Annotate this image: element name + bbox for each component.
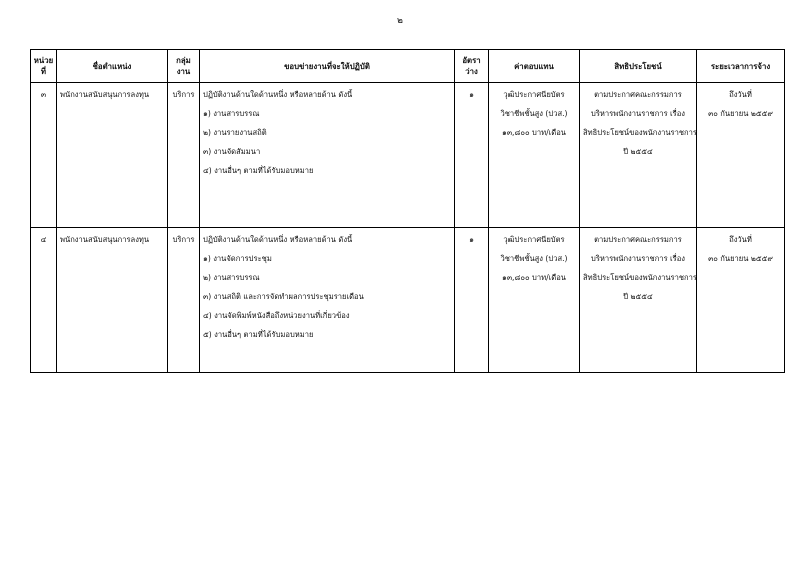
benefits-line: บริหารพนักงานราชการ เรื่อง	[591, 254, 685, 263]
cell-benefits	[580, 83, 697, 228]
scope-item: ๑) งานจัดการประชุม	[203, 254, 272, 263]
scope-item: ๔) งานอื่นๆ ตามที่ได้รับมอบหมาย	[203, 166, 314, 175]
header-benefits: สิทธิประโยชน์	[580, 50, 697, 83]
duration-line: ๓๐ กันยายน ๒๕๕๙	[708, 109, 773, 118]
header-vacancies: อัตรา ว่าง	[455, 50, 489, 83]
scope-item: ๔) งานจัดพิมพ์หนังสือถึงหน่วยงานที่เกี่ยวข้อง	[203, 311, 350, 320]
salary-line: วิชาชีพชั้นสูง (ปวส.)	[500, 109, 568, 118]
benefits-line: สิทธิประโยชน์ของพนักงานราชการ	[583, 273, 697, 282]
duration-line: ถึงวันที่	[729, 235, 752, 244]
salary-line: วุฒิประกาศนียบัตร	[503, 90, 565, 99]
cell-vacancies: ๑	[455, 228, 489, 373]
table-header-row	[31, 50, 785, 83]
cell-salary	[489, 83, 580, 228]
benefits-line: บริหารพนักงานราชการ เรื่อง	[591, 109, 685, 118]
benefits-line: ตามประกาศคณะกรรมการ	[594, 235, 682, 244]
job-vacancy-table	[30, 49, 785, 373]
scope-intro: ปฏิบัติงานด้านใดด้านหนึ่ง หรือหลายด้าน ดังนี้	[203, 235, 353, 244]
page-number: ๒	[397, 16, 403, 26]
cell-position: พนักงานสนับสนุนการลงทุน	[57, 83, 168, 228]
cell-unit: ๓	[31, 83, 57, 228]
header-unit: หน่วย ที่	[31, 50, 57, 83]
salary-line: วุฒิประกาศนียบัตร	[503, 235, 565, 244]
cell-scope	[200, 228, 455, 373]
scope-item: ๒) งานสารบรรณ	[203, 273, 260, 282]
table-row	[31, 83, 785, 228]
scope-item: ๒) งานรายงานสถิติ	[203, 128, 267, 137]
cell-duration	[697, 83, 785, 228]
cell-benefits	[580, 228, 697, 373]
scope-item: ๑) งานสารบรรณ	[203, 109, 260, 118]
table-row	[31, 228, 785, 373]
benefits-line: ปี ๒๕๕๔	[623, 292, 653, 301]
scope-intro: ปฏิบัติงานด้านใดด้านหนึ่ง หรือหลายด้าน ดังนี้	[203, 90, 353, 99]
duration-line: ถึงวันที่	[729, 90, 752, 99]
cell-position: พนักงานสนับสนุนการลงทุน	[57, 228, 168, 373]
salary-line: วิชาชีพชั้นสูง (ปวส.)	[500, 254, 568, 263]
cell-unit: ๔	[31, 228, 57, 373]
header-group: กลุ่มงาน	[168, 50, 200, 83]
scope-item: ๓) งานสถิติ และการจัดทำผลการประชุมรายเดือน	[203, 292, 364, 301]
benefits-line: ปี ๒๕๕๔	[623, 147, 653, 156]
cell-duration	[697, 228, 785, 373]
header-scope: ขอบข่ายงานที่จะให้ปฏิบัติ	[200, 50, 455, 83]
duration-line: ๓๐ กันยายน ๒๕๕๙	[708, 254, 773, 263]
salary-line: ๑๓,๘๐๐ บาท/เดือน	[502, 128, 566, 137]
scope-item: ๓) งานจัดสัมมนา	[203, 147, 261, 156]
cell-salary	[489, 228, 580, 373]
cell-vacancies: ๑	[455, 83, 489, 228]
cell-scope	[200, 83, 455, 228]
cell-group: บริการ	[168, 228, 200, 373]
benefits-line: ตามประกาศคณะกรรมการ	[594, 90, 682, 99]
salary-line: ๑๓,๘๐๐ บาท/เดือน	[502, 273, 566, 282]
benefits-line: สิทธิประโยชน์ของพนักงานราชการ	[583, 128, 697, 137]
header-salary: ค่าตอบแทน	[489, 50, 580, 83]
scope-item: ๕) งานอื่นๆ ตามที่ได้รับมอบหมาย	[203, 330, 314, 339]
cell-group: บริการ	[168, 83, 200, 228]
header-position: ชื่อตำแหน่ง	[57, 50, 168, 83]
header-duration: ระยะเวลาการจ้าง	[697, 50, 785, 83]
